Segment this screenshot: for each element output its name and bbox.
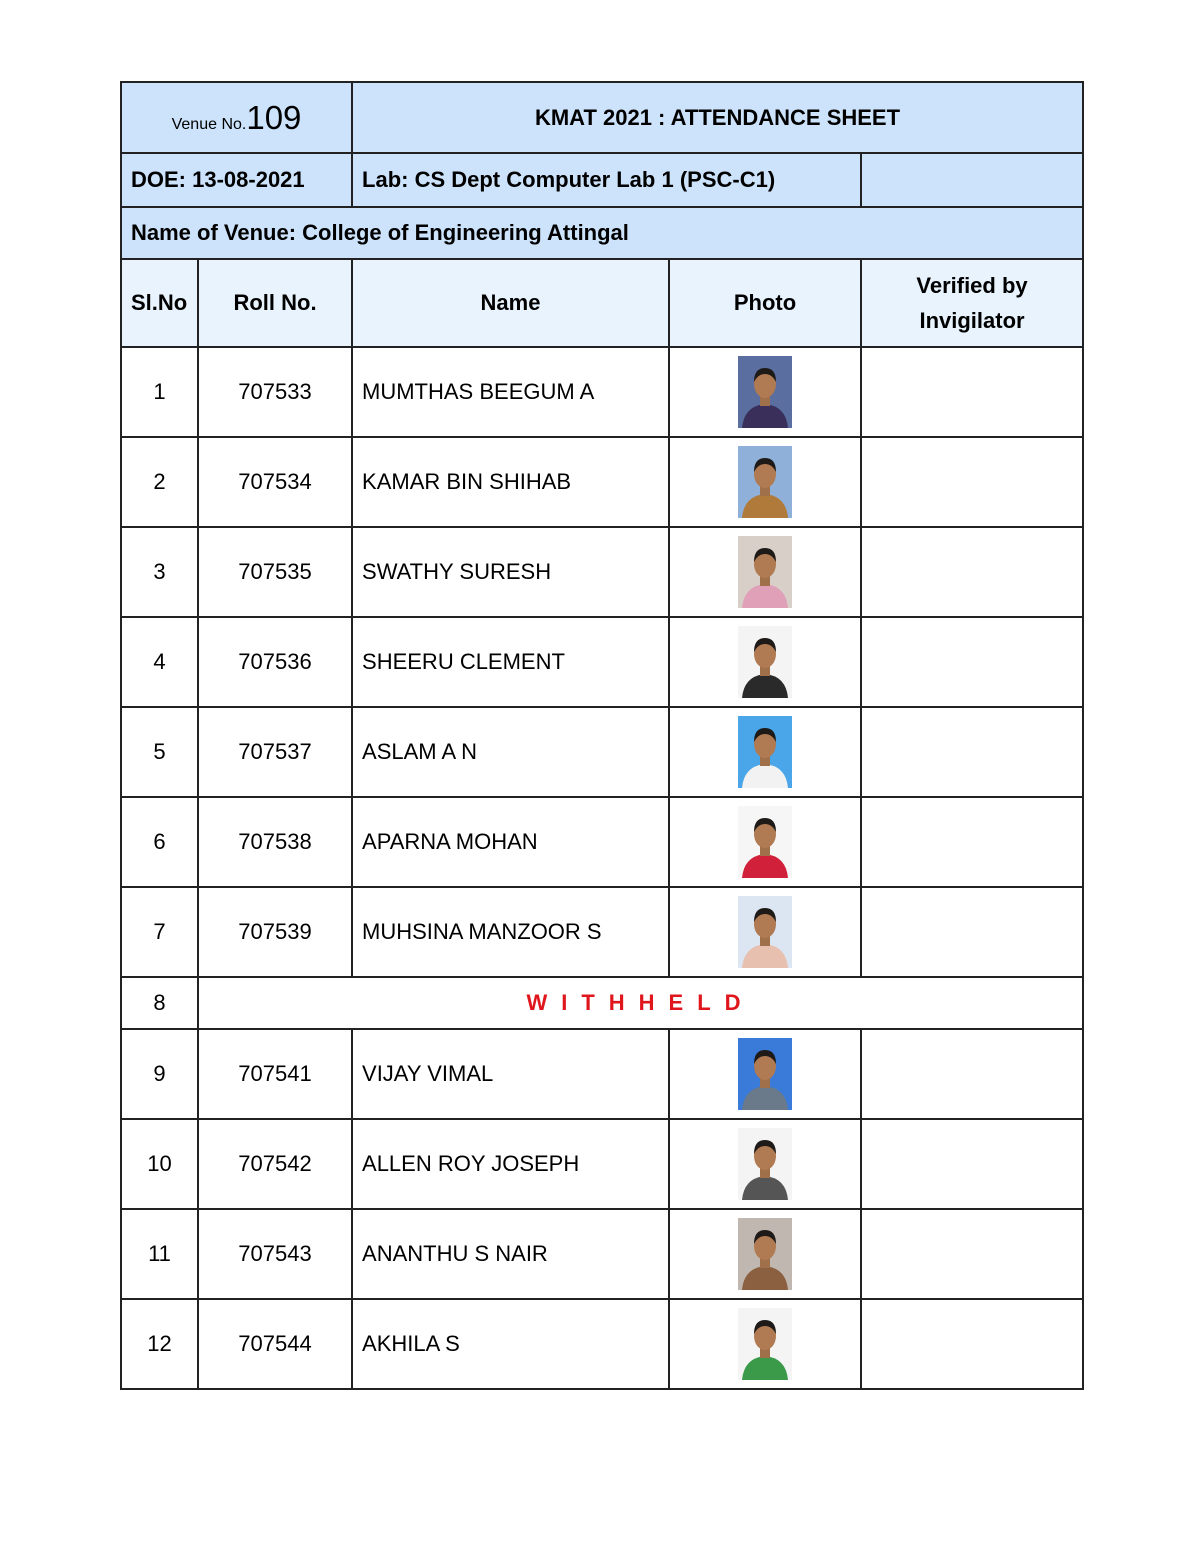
serial-number: 2	[121, 437, 198, 527]
verified-cell	[861, 527, 1083, 617]
venue-number-cell	[121, 82, 352, 153]
serial-number: 5	[121, 707, 198, 797]
serial-number: 4	[121, 617, 198, 707]
roll-number: 707534	[198, 437, 352, 527]
verified-cell	[861, 1029, 1083, 1119]
candidate-name: MUHSINA MANZOOR S	[352, 887, 669, 977]
column-header-roll: Roll No.	[198, 259, 352, 347]
photo-cell	[669, 1119, 861, 1209]
verified-cell	[861, 437, 1083, 527]
table-row	[121, 1299, 1083, 1389]
verified-cell	[861, 1209, 1083, 1299]
candidate-photo	[738, 626, 792, 698]
serial-number: 1	[121, 347, 198, 437]
photo-cell	[669, 887, 861, 977]
empty-header-cell	[861, 153, 1083, 207]
candidate-name: MUMTHAS BEEGUM A	[352, 347, 669, 437]
serial-number: 6	[121, 797, 198, 887]
roll-number: 707537	[198, 707, 352, 797]
photo-cell	[669, 527, 861, 617]
candidate-photo	[738, 716, 792, 788]
verified-cell	[861, 1299, 1083, 1389]
table-row	[121, 887, 1083, 977]
candidate-photo	[738, 356, 792, 428]
roll-number: 707543	[198, 1209, 352, 1299]
sheet-title: KMAT 2021 : ATTENDANCE SHEET	[352, 82, 1083, 153]
roll-number: 707544	[198, 1299, 352, 1389]
candidate-photo	[738, 896, 792, 968]
table-row	[121, 347, 1083, 437]
photo-cell	[669, 797, 861, 887]
serial-number: 8	[121, 977, 198, 1029]
roll-number: 707538	[198, 797, 352, 887]
candidate-name: ASLAM A N	[352, 707, 669, 797]
serial-number: 12	[121, 1299, 198, 1389]
verified-cell	[861, 797, 1083, 887]
candidate-photo	[738, 446, 792, 518]
table-row	[121, 797, 1083, 887]
verified-line-1: Verified by	[916, 273, 1028, 298]
photo-cell	[669, 1029, 861, 1119]
table-row	[121, 1209, 1083, 1299]
venue-number: 109	[246, 98, 302, 136]
verified-cell	[861, 707, 1083, 797]
table-row	[121, 617, 1083, 707]
candidate-photo	[738, 1128, 792, 1200]
table-row	[121, 527, 1083, 617]
table-row	[121, 1119, 1083, 1209]
candidate-photo	[738, 1218, 792, 1290]
verified-cell	[861, 617, 1083, 707]
candidate-photo	[738, 1038, 792, 1110]
candidate-name: SHEERU CLEMENT	[352, 617, 669, 707]
roll-number: 707533	[198, 347, 352, 437]
roll-number: 707539	[198, 887, 352, 977]
table-row	[121, 977, 1083, 1029]
serial-number: 3	[121, 527, 198, 617]
date-of-exam: DOE: 13-08-2021	[121, 153, 352, 207]
roll-number: 707535	[198, 527, 352, 617]
serial-number: 11	[121, 1209, 198, 1299]
roll-number: 707541	[198, 1029, 352, 1119]
roll-number: 707536	[198, 617, 352, 707]
candidate-name: APARNA MOHAN	[352, 797, 669, 887]
column-header-photo: Photo	[669, 259, 861, 347]
photo-cell	[669, 437, 861, 527]
candidate-photo	[738, 536, 792, 608]
column-header-slno: Sl.No	[121, 259, 198, 347]
header-row-title	[121, 82, 1083, 153]
candidate-photo	[738, 1308, 792, 1380]
table-row	[121, 707, 1083, 797]
candidate-photo	[738, 806, 792, 878]
serial-number: 7	[121, 887, 198, 977]
serial-number: 9	[121, 1029, 198, 1119]
header-row-date	[121, 153, 1083, 207]
candidate-name: ANANTHU S NAIR	[352, 1209, 669, 1299]
column-header-verified	[861, 259, 1083, 347]
attendance-rows	[121, 347, 1083, 1389]
candidate-name: KAMAR BIN SHIHAB	[352, 437, 669, 527]
verified-line-2: Invigilator	[919, 308, 1025, 333]
header-row-venue	[121, 207, 1083, 259]
photo-cell	[669, 1209, 861, 1299]
verified-cell	[861, 887, 1083, 977]
attendance-table	[120, 81, 1084, 1390]
venue-label: Venue No.	[171, 115, 247, 133]
photo-cell	[669, 707, 861, 797]
candidate-name: ALLEN ROY JOSEPH	[352, 1119, 669, 1209]
verified-cell	[861, 347, 1083, 437]
column-header-name: Name	[352, 259, 669, 347]
column-header-row	[121, 259, 1083, 347]
candidate-name: SWATHY SURESH	[352, 527, 669, 617]
candidate-name: AKHILA S	[352, 1299, 669, 1389]
verified-cell	[861, 1119, 1083, 1209]
lab-name: Lab: CS Dept Computer Lab 1 (PSC-C1)	[352, 153, 861, 207]
photo-cell	[669, 347, 861, 437]
venue-name: Name of Venue: College of Engineering Attingal	[121, 207, 1083, 259]
photo-cell	[669, 1299, 861, 1389]
withheld-label: WITHHELD	[198, 977, 1083, 1029]
roll-number: 707542	[198, 1119, 352, 1209]
serial-number: 10	[121, 1119, 198, 1209]
table-row	[121, 437, 1083, 527]
photo-cell	[669, 617, 861, 707]
candidate-name: VIJAY VIMAL	[352, 1029, 669, 1119]
table-row	[121, 1029, 1083, 1119]
